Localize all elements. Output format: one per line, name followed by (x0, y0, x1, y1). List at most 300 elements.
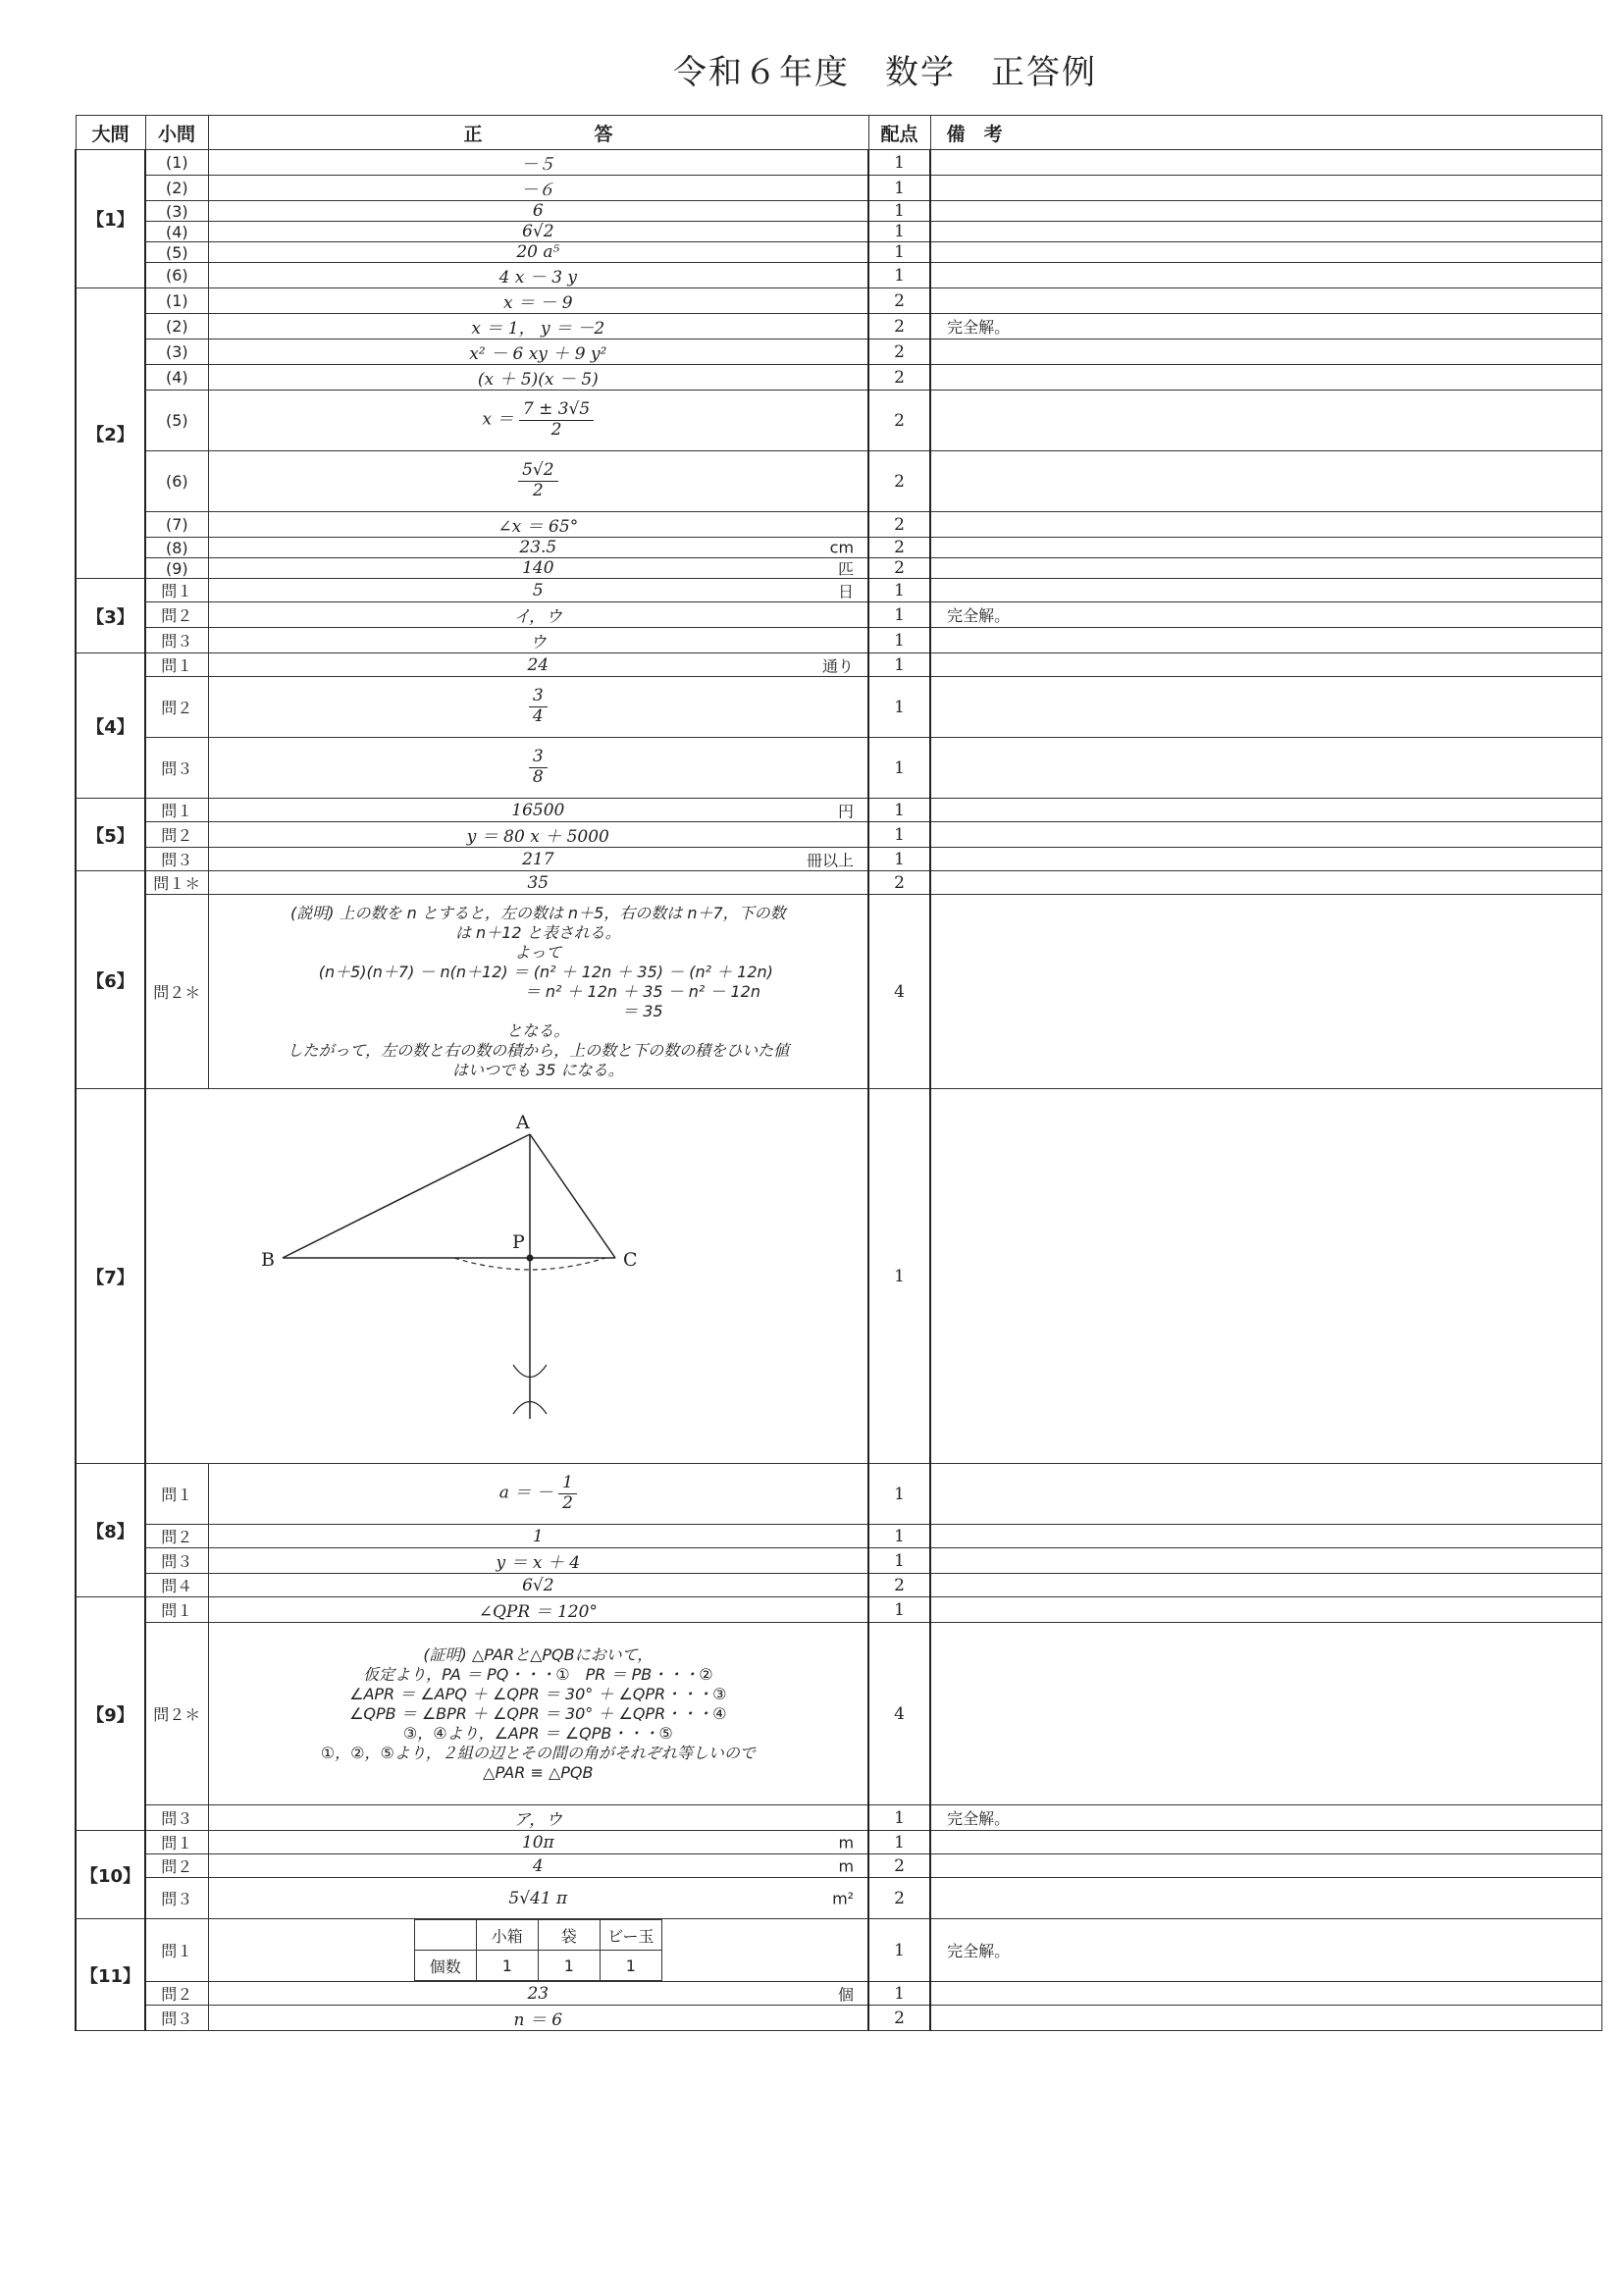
points-cell: 1 (868, 1982, 930, 2006)
points-cell: 1 (868, 579, 930, 602)
remarks-cell (930, 2006, 1601, 2031)
answer-text: ア，ウ (513, 1810, 563, 1830)
answer-text: 5 (532, 580, 544, 600)
table-row (76, 822, 1601, 848)
answer-cell (208, 538, 868, 558)
answer-unit: 匹 (838, 559, 855, 579)
answer-text: x ＝ 1， y ＝ －2 (471, 319, 605, 339)
question-number: 問２＊ (145, 1623, 208, 1805)
remarks-cell (930, 150, 1601, 176)
table-row (76, 1548, 1601, 1574)
table-row (76, 538, 1601, 558)
answer-cell (208, 1574, 868, 1597)
answer-text: ∠QPR ＝ 120° (478, 1602, 598, 1622)
answer-cell (208, 1919, 868, 1982)
question-number: 問１ (145, 579, 208, 602)
fraction-denominator: 2 (550, 420, 562, 440)
answer-text: 4 x － 3 y (498, 268, 578, 287)
answer-text: 20 a⁵ (516, 242, 560, 262)
points-cell: 1 (868, 263, 930, 288)
points-cell: 2 (868, 451, 930, 512)
points-cell: 1 (868, 653, 930, 677)
points-cell: 2 (868, 1854, 930, 1878)
question-number: (6) (145, 451, 208, 512)
answer-cell (208, 871, 868, 895)
answer-cell (208, 1831, 868, 1854)
section-label: 【7】 (76, 1089, 145, 1464)
answer-cell (208, 653, 868, 677)
remarks-cell (930, 1525, 1601, 1548)
answer-text: y ＝ 80 x ＋ 5000 (466, 827, 609, 847)
answer-cell (208, 1597, 868, 1623)
remarks-cell (930, 451, 1601, 512)
proof-line: ＝ 35 (413, 1001, 663, 1020)
points-cell: 1 (868, 1525, 930, 1548)
table-row (76, 895, 1601, 1089)
answer-unit: m (838, 1833, 855, 1852)
points-cell: 1 (868, 822, 930, 848)
remarks-cell (930, 1623, 1601, 1805)
points-cell: 1 (868, 848, 930, 871)
question-number: (6) (145, 263, 208, 288)
table-row (76, 1089, 1601, 1464)
remarks-cell: 完全解。 (930, 314, 1601, 339)
remarks-cell (930, 799, 1601, 822)
answer-cell (208, 799, 868, 822)
answer-unit: m (838, 1856, 855, 1875)
table-row (76, 222, 1601, 242)
header-major: 大問 (76, 116, 145, 150)
construction-figure-cell (145, 1089, 868, 1464)
points-cell: 4 (868, 1623, 930, 1805)
points-cell: 2 (868, 1574, 930, 1597)
answer-unit: 日 (838, 582, 855, 600)
remarks-cell (930, 538, 1601, 558)
section-label: 【10】 (76, 1831, 145, 1919)
question-number: (2) (145, 314, 208, 339)
points-cell: 1 (868, 1805, 930, 1831)
proof-line: となる。 (506, 1020, 570, 1040)
fraction-denominator: 2 (532, 481, 544, 500)
answer-cell (208, 242, 868, 263)
answer-text: 10π (521, 1832, 554, 1852)
points-cell: 2 (868, 2006, 930, 2031)
remarks-cell (930, 1574, 1601, 1597)
answer-table (75, 115, 1602, 2031)
inner-value: 1 (538, 1951, 600, 1981)
answer-cell (208, 848, 868, 871)
fraction-numerator: 5√2 (518, 461, 557, 482)
table-row (76, 1878, 1601, 1919)
answer-cell (208, 339, 868, 365)
question-number: 問４ (145, 1574, 208, 1597)
fraction (558, 1474, 577, 1513)
fraction-numerator: 1 (558, 1474, 577, 1494)
answer-cell (208, 1464, 868, 1525)
table-row (76, 451, 1601, 512)
answer-cell (208, 314, 868, 339)
table-row (76, 871, 1601, 895)
proof-line: △PAR ≡ △PQB (483, 1762, 594, 1782)
answer-text: 4 (532, 1855, 544, 1876)
points-cell: 2 (868, 365, 930, 391)
points-cell: 1 (868, 1597, 930, 1623)
answer-text: 35 (527, 872, 550, 893)
question-number: (3) (145, 339, 208, 365)
remarks-cell (930, 579, 1601, 602)
table-row (76, 628, 1601, 653)
fraction (518, 461, 557, 500)
header-points: 配点 (868, 116, 930, 150)
question-number: 問２ (145, 1982, 208, 2006)
inner-col-header: ビー玉 (600, 1920, 661, 1951)
fraction-denominator: 8 (532, 767, 544, 787)
answer-text: 217 (522, 849, 554, 869)
question-number: 問２ (145, 602, 208, 628)
section-label: 【5】 (76, 799, 145, 871)
fraction-denominator: 4 (532, 706, 544, 726)
remarks-cell (930, 512, 1601, 538)
answer-cell (208, 677, 868, 738)
question-number: 問３ (145, 1548, 208, 1574)
question-number: (5) (145, 242, 208, 263)
remarks-cell: 完全解。 (930, 602, 1601, 628)
answer-cell (208, 822, 868, 848)
remarks-cell (930, 1878, 1601, 1919)
points-cell: 2 (868, 1878, 930, 1919)
table-row (76, 314, 1601, 339)
points-cell: 1 (868, 242, 930, 263)
answer-text: 140 (522, 558, 554, 578)
remarks-cell (930, 822, 1601, 848)
table-row (76, 242, 1601, 263)
remarks-cell (930, 263, 1601, 288)
remarks-cell: 完全解。 (930, 1805, 1601, 1831)
fraction (519, 400, 594, 440)
answer-unit: 冊以上 (807, 851, 855, 869)
answer-text: n ＝ 6 (513, 2010, 563, 2030)
question-number: 問１ (145, 1831, 208, 1854)
question-number: (1) (145, 288, 208, 314)
remarks-cell (930, 895, 1601, 1089)
answer-prefix: a ＝ － (498, 1484, 559, 1503)
points-cell: 1 (868, 1831, 930, 1854)
label-c: C (623, 1248, 638, 1271)
points-cell: 2 (868, 538, 930, 558)
answer-cell (208, 512, 868, 538)
answer-cell (208, 176, 868, 201)
fraction-numerator: 3 (529, 748, 548, 768)
answer-text: 6√2 (522, 1575, 554, 1595)
proof-line: ∠APR ＝ ∠APQ ＋ ∠QPR ＝ 30° ＋ ∠QPR・・・③ (349, 1684, 727, 1703)
table-row (76, 1525, 1601, 1548)
answer-cell (208, 201, 868, 222)
table-row (76, 1982, 1601, 2006)
question-number: 問３ (145, 848, 208, 871)
page-title: 令和６年度 数学 正答例 (673, 53, 1097, 92)
header-remarks: 備 考 (930, 116, 1601, 150)
answer-text: 5√41 π (508, 1888, 568, 1908)
answer-unit: 通り (822, 656, 855, 675)
answer-text: 24 (527, 654, 550, 675)
question-number: 問１ (145, 799, 208, 822)
question-number: 問３ (145, 1805, 208, 1831)
inner-value: 1 (600, 1951, 661, 1981)
section-label: 【6】 (76, 871, 145, 1089)
remarks-cell: 完全解。 (930, 1919, 1601, 1982)
points-cell: 2 (868, 339, 930, 365)
answer-cell (208, 263, 868, 288)
remarks-cell (930, 365, 1601, 391)
table-row (76, 1574, 1601, 1597)
answer-cell (208, 1982, 868, 2006)
question-number: 問３ (145, 2006, 208, 2031)
answer-unit: cm (829, 538, 855, 557)
proof-line: ③，④より，∠APR ＝ ∠QPB・・・⑤ (402, 1723, 673, 1743)
fraction (529, 687, 548, 726)
remarks-cell (930, 1854, 1601, 1878)
inner-row-label: 個数 (414, 1951, 476, 1981)
header-answer: 正 答 (208, 116, 868, 150)
table-row (76, 391, 1601, 451)
question-number: 問１ (145, 1919, 208, 1982)
proof-line: (説明) 上の数を n とすると，左の数は n＋5，右の数は n＋7，下の数 (289, 903, 786, 922)
point-p (527, 1254, 534, 1261)
points-cell: 1 (868, 201, 930, 222)
table-row (76, 1919, 1601, 1982)
remarks-cell (930, 558, 1601, 579)
points-cell: 1 (868, 222, 930, 242)
points-cell: 1 (868, 738, 930, 799)
points-cell: 1 (868, 150, 930, 176)
answer-cell (208, 1548, 868, 1574)
remarks-cell (930, 1464, 1601, 1525)
section-label: 【11】 (76, 1919, 145, 2031)
answer-cell (208, 451, 868, 512)
remarks-cell (930, 222, 1601, 242)
answer-text: －５ (521, 155, 555, 175)
table-row (76, 339, 1601, 365)
points-cell: 2 (868, 871, 930, 895)
points-cell: 1 (868, 176, 930, 201)
remarks-cell (930, 288, 1601, 314)
section-label: 【3】 (76, 579, 145, 653)
answer-cell (208, 1525, 868, 1548)
label-p: P (512, 1230, 525, 1253)
answer-prefix: x ＝ (482, 410, 519, 430)
points-cell: 4 (868, 895, 930, 1089)
question-number: 問３ (145, 738, 208, 799)
remarks-cell (930, 871, 1601, 895)
question-number: (2) (145, 176, 208, 201)
question-number: 問２ (145, 822, 208, 848)
answer-cell (208, 222, 868, 242)
answer-text: 1 (532, 1526, 544, 1546)
answer-text: x² － 6 xy ＋ 9 y² (469, 344, 607, 364)
inner-blank (414, 1920, 476, 1951)
answer-cell (208, 558, 868, 579)
question-number: (9) (145, 558, 208, 579)
answer-cell (208, 628, 868, 653)
answer-text: 16500 (511, 800, 565, 820)
answer-table-body (76, 150, 1601, 2031)
answer-cell (208, 391, 868, 451)
remarks-cell (930, 1982, 1601, 2006)
table-row (76, 512, 1601, 538)
header-minor: 小問 (145, 116, 208, 150)
remarks-cell (930, 1548, 1601, 1574)
points-cell: 1 (868, 1089, 930, 1464)
proof-line: よって (514, 942, 562, 962)
question-number: 問２＊ (145, 895, 208, 1089)
table-row (76, 365, 1601, 391)
answer-text: イ，ウ (513, 607, 563, 627)
answer-cell (208, 365, 868, 391)
remarks-cell (930, 1089, 1601, 1464)
section-label: 【1】 (76, 150, 145, 288)
remarks-cell (930, 628, 1601, 653)
answer-text: 6√2 (522, 222, 554, 241)
label-a: A (516, 1111, 530, 1133)
remarks-cell (930, 1597, 1601, 1623)
points-cell: 1 (868, 1464, 930, 1525)
table-row (76, 602, 1601, 628)
answer-cell (208, 288, 868, 314)
table-row (76, 2006, 1601, 2031)
points-cell: 2 (868, 512, 930, 538)
answer-unit: 円 (838, 802, 855, 820)
table-row (76, 579, 1601, 602)
answer-unit: m² (832, 1889, 855, 1907)
answer-text: (x ＋ 5)(x － 5) (477, 370, 599, 390)
points-cell: 1 (868, 677, 930, 738)
answer-text: x ＝ － 9 (503, 293, 573, 313)
remarks-cell (930, 176, 1601, 201)
question-number: (5) (145, 391, 208, 451)
question-number: (4) (145, 365, 208, 391)
fraction-numerator: 7 ± 3√5 (519, 400, 594, 421)
answer-cell (208, 150, 868, 176)
section-label: 【2】 (76, 288, 145, 579)
remarks-cell (930, 738, 1601, 799)
fraction-numerator: 3 (529, 687, 548, 707)
remarks-cell (930, 391, 1601, 451)
header-row (76, 116, 1601, 150)
fraction-denominator: 2 (562, 1493, 573, 1513)
answer-cell (208, 2006, 868, 2031)
question-number: 問２ (145, 677, 208, 738)
remarks-cell (930, 339, 1601, 365)
table-row (76, 738, 1601, 799)
question-number: 問１ (145, 1464, 208, 1525)
table-row (76, 150, 1601, 176)
table-row (76, 1597, 1601, 1623)
question-number: (4) (145, 222, 208, 242)
question-number: (3) (145, 201, 208, 222)
answer-text: 23 (527, 1983, 550, 2004)
label-b: B (261, 1248, 276, 1271)
points-cell: 2 (868, 391, 930, 451)
question-number: 問１＊ (145, 871, 208, 895)
points-cell: 2 (868, 558, 930, 579)
remarks-cell (930, 1831, 1601, 1854)
points-cell: 1 (868, 1919, 930, 1982)
fraction (529, 748, 548, 787)
answer-unit: 個 (838, 1985, 855, 2004)
section-label: 【9】 (76, 1597, 145, 1831)
table-row (76, 1854, 1601, 1878)
section-label: 【4】 (76, 653, 145, 799)
proof-line: は n＋12 と表される。 (454, 922, 621, 942)
proof-line: ∠QPB ＝ ∠BPR ＋ ∠QPR ＝ 30° ＋ ∠QPR・・・④ (349, 1703, 727, 1723)
points-cell: 1 (868, 628, 930, 653)
question-number: 問３ (145, 1878, 208, 1919)
table-row (76, 1831, 1601, 1854)
table-row (76, 799, 1601, 822)
answer-text: －６ (521, 181, 555, 200)
remarks-cell (930, 677, 1601, 738)
question-number: (8) (145, 538, 208, 558)
proof-line: はいつでも 35 になる。 (452, 1060, 624, 1079)
inner-col-header: 小箱 (476, 1920, 538, 1951)
answer-text: ウ (529, 633, 547, 652)
question-number: 問２ (145, 1854, 208, 1878)
answer-cell (208, 1878, 868, 1919)
question-number: 問１ (145, 653, 208, 677)
question-number: 問１ (145, 1597, 208, 1623)
proof-line: (証明) △PARと△PQBにおいて， (423, 1644, 654, 1664)
table-row (76, 263, 1601, 288)
table-row (76, 288, 1601, 314)
points-cell: 2 (868, 314, 930, 339)
triangle-construction-figure (150, 1095, 857, 1458)
table-row (76, 1464, 1601, 1525)
proof-line: ①，②，⑤より，２組の辺とその間の角がそれぞれ等しいので (320, 1743, 756, 1762)
answer-text: 23.5 (519, 538, 557, 557)
table-row (76, 558, 1601, 579)
proof-line: 仮定より，PA ＝ PQ・・・① PR ＝ PB・・・② (363, 1664, 713, 1684)
answer-text: ∠x ＝ 65° (497, 517, 579, 537)
table-row (76, 848, 1601, 871)
inner-value: 1 (476, 1951, 538, 1981)
remarks-cell (930, 848, 1601, 871)
remarks-cell (930, 653, 1601, 677)
side-ab (283, 1134, 530, 1258)
points-cell: 2 (868, 288, 930, 314)
question-number: (7) (145, 512, 208, 538)
answer-cell (208, 738, 868, 799)
inner-count-table (414, 1919, 662, 1981)
question-number: 問３ (145, 628, 208, 653)
answer-cell (208, 1854, 868, 1878)
proof-line: したがって，左の数と右の数の積から，上の数と下の数の積をひいた値 (287, 1040, 790, 1060)
answer-cell (208, 1805, 868, 1831)
answer-cell (208, 579, 868, 602)
table-row (76, 1805, 1601, 1831)
points-cell: 1 (868, 799, 930, 822)
table-row (76, 653, 1601, 677)
question-number: (1) (145, 150, 208, 176)
table-row (76, 677, 1601, 738)
answer-cell (208, 895, 868, 1089)
table-row (76, 176, 1601, 201)
proof-line: (n＋5)(n＋7) － n(n＋12) ＝ (n² ＋ 12n ＋ 35) － (n² ＋ 12n) (302, 962, 773, 981)
table-row (76, 201, 1601, 222)
question-number: 問２ (145, 1525, 208, 1548)
inner-col-header: 袋 (538, 1920, 600, 1951)
answer-cell (208, 1623, 868, 1805)
points-cell: 1 (868, 1548, 930, 1574)
